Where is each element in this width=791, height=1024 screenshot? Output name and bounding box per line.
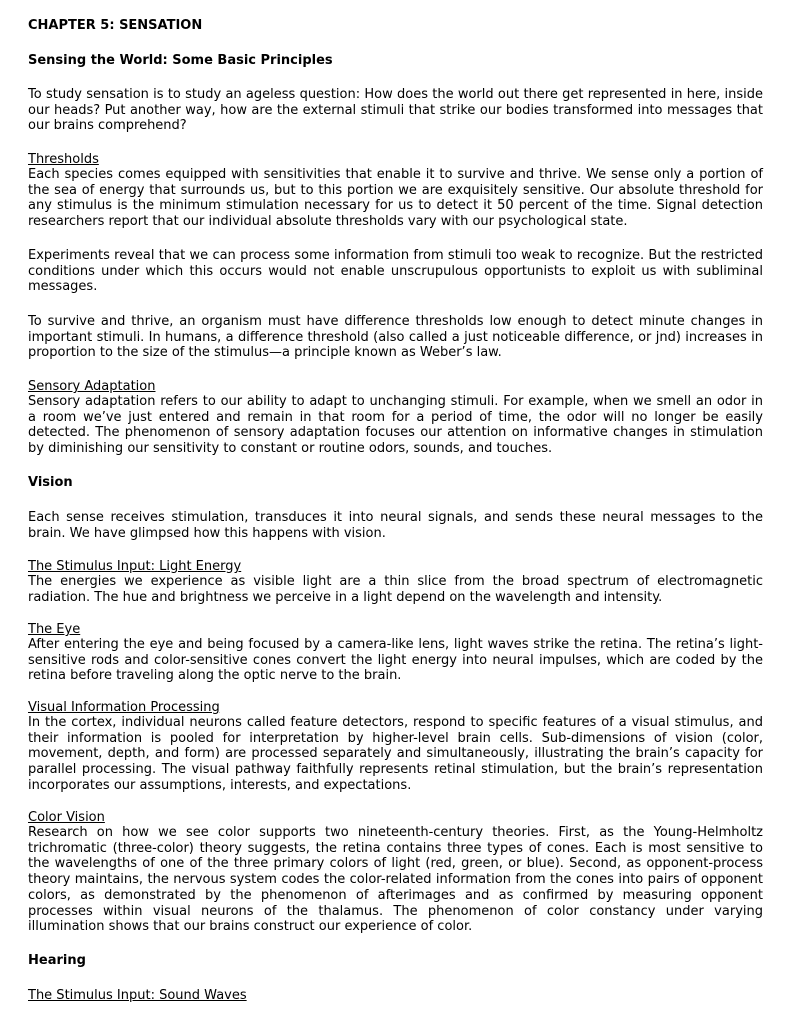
subheading-color-vision: Color Vision [28,810,105,825]
light-energy-paragraph: The energies we experience as visible light are a thin slice from the broad spectrum of electromagnetic radiation. The hue and brightness we perceive in a light depend on the wavelength and intensity. [28,574,763,605]
visual-processing-paragraph: In the cortex, individual neurons called feature detectors, respond to specific features of a visual stimulus, and their information is pooled for interpretation by higher-level brain cells. Sub-dimensions of vision (color, movement, depth, and form) are processed separately and simultaneously, illustrating the brain’s capacity for parallel processing. The visual pathway faithfully represents retinal stimulation, but the brain’s representation incorporates our assumptions, interests, and expectations. [28,715,763,793]
eye-paragraph: After entering the eye and being focused by a camera-like lens, light waves strike the retina. The retina’s light-sensitive rods and color-sensitive cones convert the light energy into neural impulses, which are coded by the retina before traveling along the optic nerve to the brain. [28,637,763,684]
intro-paragraph: To study sensation is to study an ageless question: How does the world out there get represented in here, inside our heads? Put another way, how are the external stimuli that strike our bodies transformed into messages that our brains comprehend? [28,87,763,134]
color-vision-paragraph: Research on how we see color supports two nineteenth-century theories. First, as the Young-Helmholtz trichromatic (three-color) theory suggests, the retina contains three types of cones. Each is most sensitive to the wavelengths of one of the three primary colors of light (red, green, or blue). Second, as opponent-process theory maintains, the nervous system codes the color-related information from the cones into pairs of opponent colors, as demonstrated by the phenomenon of afterimages and as confirmed by measuring opponent processes within visual neurons of the thalamus. The phenomenon of color constancy under varying illumination shows that our brains construct our experience of color. [28,825,763,935]
chapter-title: CHAPTER 5: SENSATION [28,18,203,33]
vision-intro-paragraph: Each sense receives stimulation, transduces it into neural signals, and sends these neural messages to the brain. We have glimpsed how this happens with vision. [28,510,763,541]
section-heading-sensing: Sensing the World: Some Basic Principles [28,53,333,68]
subheading-sensory-adaptation: Sensory Adaptation [28,379,156,394]
thresholds-paragraph-2: Experiments reveal that we can process some information from stimuli too weak to recognize. But the restricted conditions under which this occurs would not enable unscrupulous opportunists to exploit us with subliminal messages. [28,248,763,295]
section-heading-vision: Vision [28,475,73,490]
subheading-thresholds: Thresholds [28,152,99,167]
subheading-sound-waves: The Stimulus Input: Sound Waves [28,988,247,1003]
section-heading-hearing: Hearing [28,953,86,968]
adaptation-paragraph: Sensory adaptation refers to our ability to adapt to unchanging stimuli. For example, when we smell an odor in a room we’ve just entered and remain in that room for a period of time, the odor will no longer be easily detected. The phenomenon of sensory adaptation focuses our attention on informative changes in stimulation by diminishing our sensitivity to constant or routine odors, sounds, and touches. [28,394,763,457]
subheading-the-eye: The Eye [28,622,81,637]
subheading-light-energy: The Stimulus Input: Light Energy [28,559,242,574]
thresholds-paragraph-3: To survive and thrive, an organism must have difference thresholds low enough to detect minute changes in important stimuli. In humans, a difference threshold (also called a just noticeable difference, or jnd) increases in proportion to the size of the stimulus—a principle known as Weber’s law. [28,314,763,361]
thresholds-paragraph-1: Each species comes equipped with sensitivities that enable it to survive and thrive. We sense only a portion of the sea of energy that surrounds us, but to this portion we are exquisitely sensitive. Our absolute threshold for any stimulus is the minimum stimulation necessary for us to detect it 50 percent of the time. Signal detection researchers report that our individual absolute thresholds vary with our psychological state. [28,167,763,230]
subheading-visual-processing: Visual Information Processing [28,700,220,715]
